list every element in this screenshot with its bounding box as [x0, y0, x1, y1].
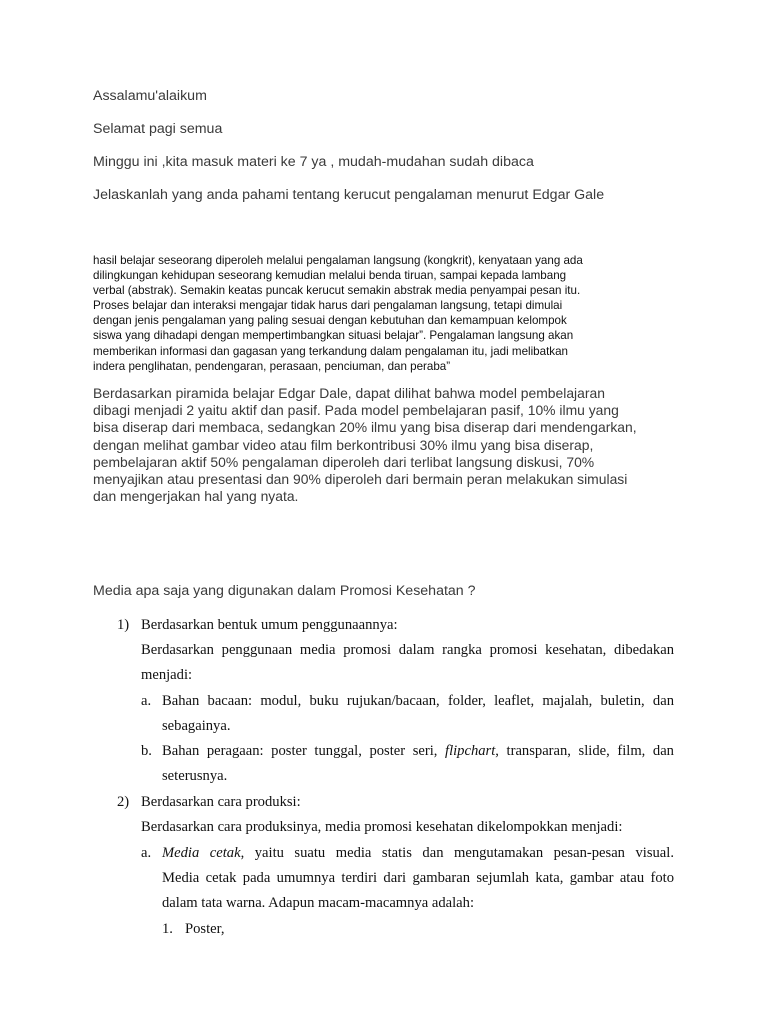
- edgar-dale-paragraph: [93, 385, 693, 505]
- salutation-text: Selamat pagi semua: [93, 121, 223, 137]
- paragraph-line: Berdasarkan piramida belajar Edgar Dale, dapat dilihat bahwa model pembelajaran: [93, 385, 605, 401]
- quote-line: dengan jenis pengalaman yang paling sesuai dengan kebutuhan dan kemampuan kelompok: [93, 314, 567, 328]
- list-item-2-desc: Berdasarkan cara produksinya, media promosi kesehatan dikelompokkan menjadi:: [141, 819, 623, 835]
- quote-line: siswa yang dihadapi dengan mempertimbangkan situasi belajar”. Pengalaman langsung akan: [93, 329, 574, 343]
- paragraph-line: dibagi menjadi 2 yaitu aktif dan pasif. Pada model pembelajaran pasif, 10% ilmu yang: [93, 402, 619, 419]
- list-item-1-desc-cont: menjadi:: [141, 667, 193, 683]
- paragraph-line: bisa diserap dari membaca, sedangkan 20% ilmu yang bisa diserap dari mendengarkan,: [93, 419, 637, 436]
- sub-item-media-cetak-line3: dalam tata warna. Adapun macam-macamnya adalah:: [162, 895, 474, 911]
- sub-item-b-text: [162, 739, 674, 764]
- greeting-text: Assalamu'alaikum: [93, 88, 207, 104]
- question-media-promosi: Media apa saja yang digunakan dalam Promosi Kesehatan ?: [93, 583, 476, 599]
- media-cetak-term: Media cetak: [162, 845, 241, 861]
- paragraph-line: menyajikan atau presentasi dan 90% diperoleh dari bermain peran melakukan simulasi: [93, 471, 628, 488]
- sub-item-media-cetak-post: , yaitu suatu media statis dan mengutamakan pesan-pesan visual.: [240, 845, 674, 861]
- sub-item-media-cetak-line2: Media cetak pada umumnya terdiri dari gambaran sejumlah kata, gambar atau foto: [162, 870, 674, 886]
- quote-line: dilingkungan kehidupan seseorang kemudian melalui benda tiruan, sampai kepada lambang: [93, 269, 567, 283]
- list-item-1-desc: Berdasarkan penggunaan media promosi dalam rangka promosi kesehatan, dibedakan: [141, 642, 674, 658]
- sub-item-a-text-cont: sebagainya.: [162, 718, 231, 734]
- paragraph-line: pembelajaran aktif 50% pengalaman diperoleh dari terlibat langsung diskusi, 70%: [93, 453, 595, 470]
- intro-text: Minggu ini ,kita masuk materi ke 7 ya , mudah-mudahan sudah dibaca: [93, 154, 534, 170]
- list-number-2: 2): [117, 794, 130, 810]
- flipchart-term: flipchart: [445, 743, 496, 759]
- quote-line: indera penglihatan, pendengaran, perasaan, penciuman, dan peraba”: [93, 359, 451, 373]
- question-edgar-dale: Jelaskanlah yang anda pahami tentang kerucut pengalaman menurut Edgar Gale: [93, 187, 605, 203]
- sub-letter-a-2: a.: [141, 845, 152, 861]
- sub-letter-a: a.: [141, 693, 152, 709]
- list-number-1: 1): [117, 617, 130, 633]
- quote-line: verbal (abstrak). Semakin keatas puncak kerucut semakin abstrak media penyampai pesan itu.: [93, 284, 581, 298]
- sub-item-b-text-cont: seterusnya.: [162, 768, 228, 784]
- sub-number-1: 1.: [162, 921, 173, 937]
- quoted-paragraph: [93, 253, 685, 374]
- quote-line: hasil belajar seseorang diperoleh melalui pengalaman langsung (kongkrit), kenyataan yang ada: [93, 254, 583, 267]
- quote-line: Proses belajar dan interaksi mengajar tidak harus dari pengalaman langsung, tetapi dimulai: [93, 299, 563, 313]
- sub-item-b-post: , transparan, slide, film, dan: [495, 743, 674, 759]
- sub-item-poster: Poster,: [185, 921, 225, 937]
- paragraph-line: dan mengerjakan hal yang nyata.: [93, 488, 299, 505]
- sub-item-media-cetak: [162, 841, 674, 866]
- paragraph-line: dengan melihat gambar video atau film berkontribusi 30% ilmu yang bisa diserap,: [93, 436, 594, 453]
- sub-item-b-pre: Bahan peragaan: poster tunggal, poster seri,: [162, 743, 446, 759]
- quote-line: memberikan informasi dan gagasan yang terkandung dalam pengalaman itu, jadi melibatkan: [93, 344, 568, 358]
- list-item-1-title: Berdasarkan bentuk umum penggunaannya:: [141, 617, 398, 633]
- list-item-2-title: Berdasarkan cara produksi:: [141, 794, 301, 810]
- sub-item-a-text: Bahan bacaan: modul, buku rujukan/bacaan, folder, leaflet, majalah, buletin, dan: [162, 693, 674, 709]
- sub-letter-b: b.: [141, 743, 152, 759]
